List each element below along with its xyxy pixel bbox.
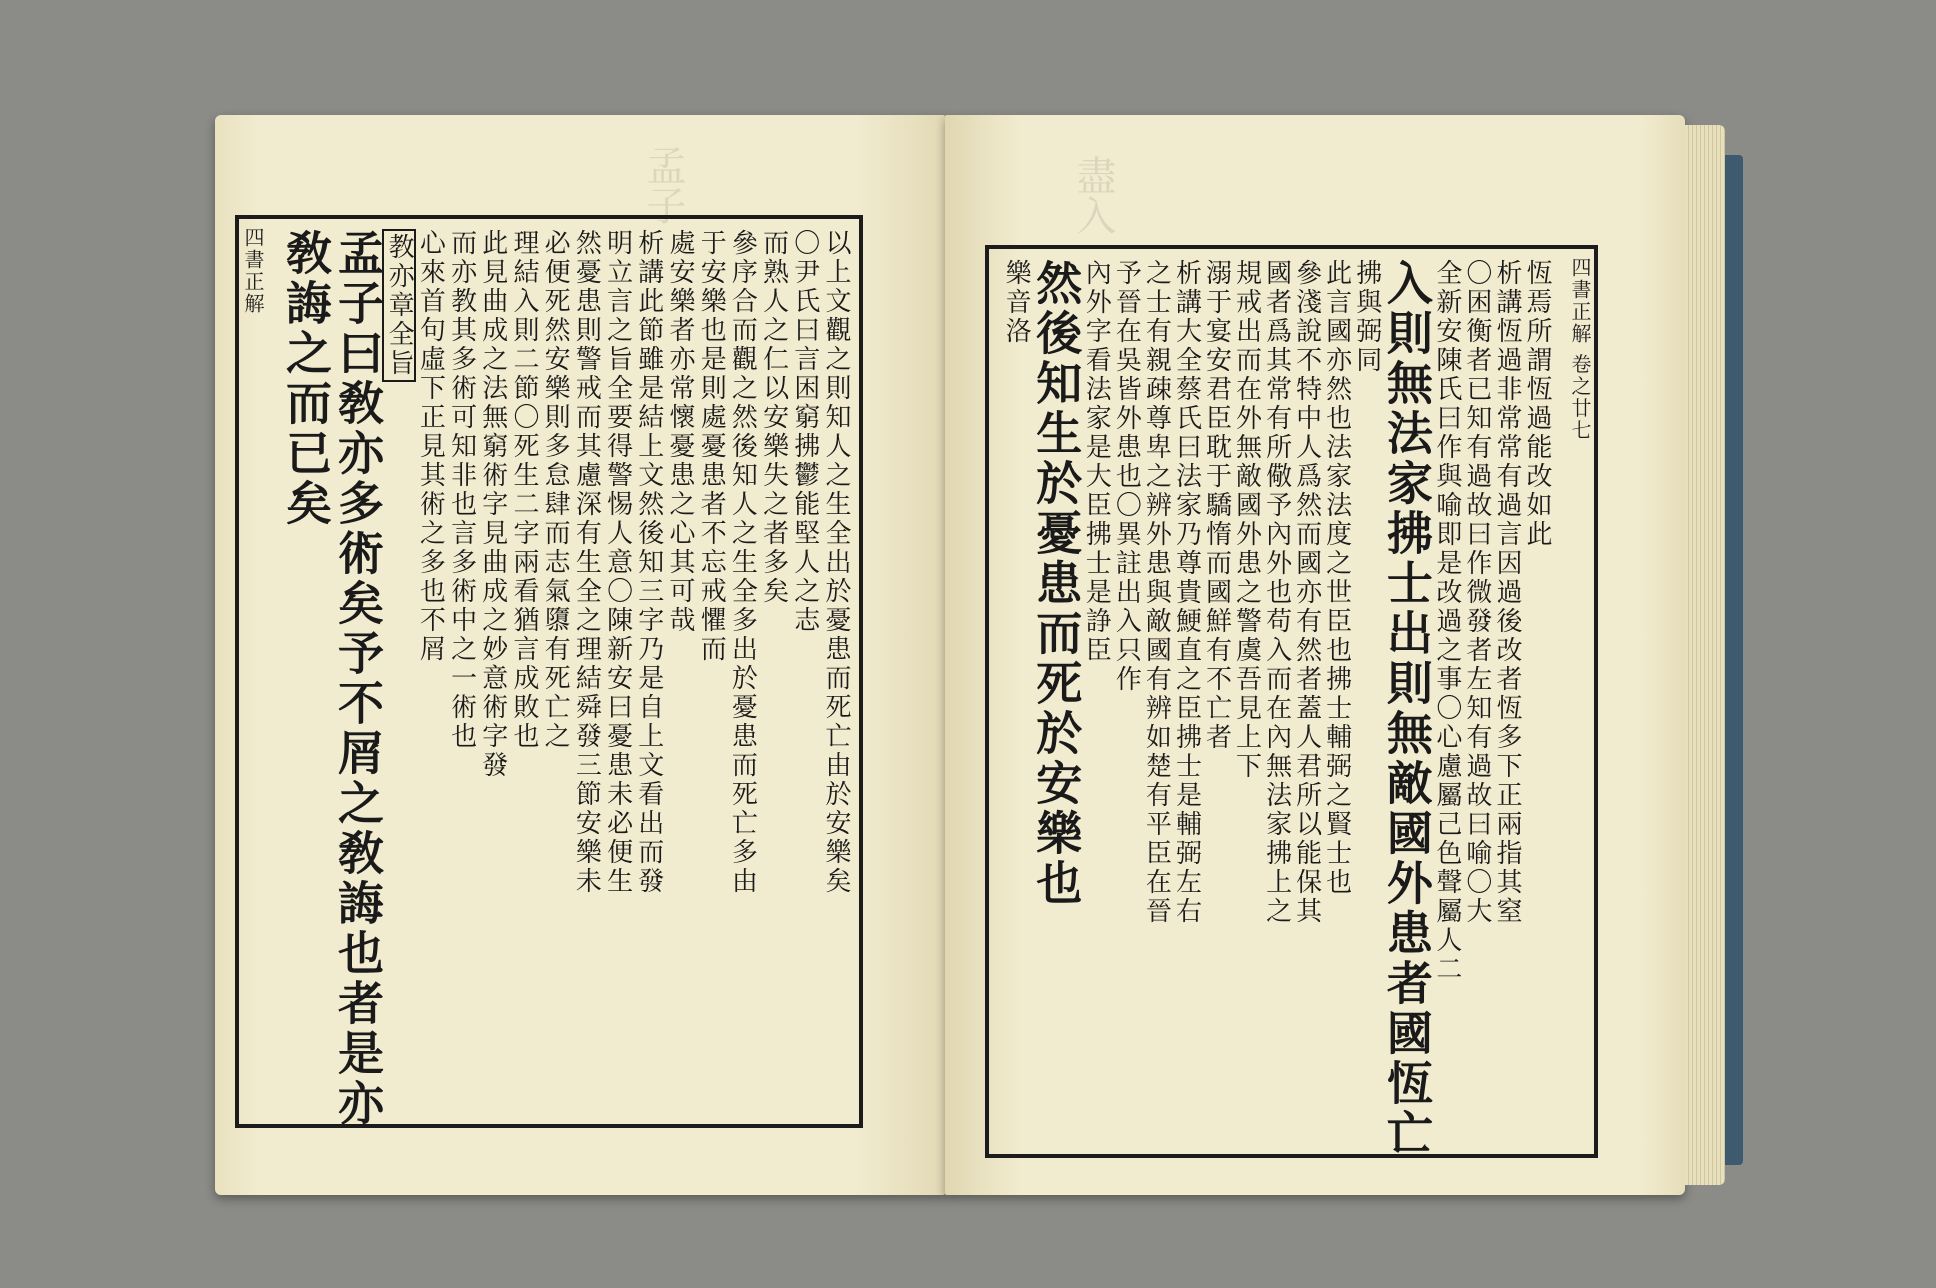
- text-column: 恆焉所謂恆過能改如此: [1522, 259, 1552, 549]
- boxed-heading: 教亦章全旨: [382, 229, 416, 382]
- text-column: 參序合而觀之然後知人之生全多出於憂患而死亡多由: [727, 229, 758, 896]
- book-cover-edge: [1725, 155, 1743, 1165]
- text-column: 然憂患則警戒而其慮深有生全之理結舜發三節安樂未: [571, 229, 602, 896]
- text-column: 拂與弼同: [1351, 259, 1382, 375]
- text-column: 此言國亦然也法家法度之世臣也拂士輔弼之賢士也: [1321, 259, 1352, 897]
- text-column: 理結入則二節〇死生二字兩看猶言成敗也: [508, 229, 539, 751]
- left-page-frame: [235, 215, 863, 1128]
- text-column: 孟子曰敎亦多術矣予不屑之敎誨也者是亦: [330, 229, 385, 1129]
- left-text-columns: [277, 229, 851, 1129]
- text-column: 于安樂也是則處憂患者不忘戒懼而: [696, 229, 727, 664]
- text-column: 而熟人之仁以安樂失之者多矣: [758, 229, 789, 606]
- text-column: 此見曲成之法無窮術字見曲成之妙意術字發: [477, 229, 508, 780]
- text-column: 必便死然安樂則多怠肆而志氣隳有死亡之: [540, 229, 571, 751]
- text-column: 〇尹氏曰言困窮拂鬱能堅人之志: [789, 229, 820, 635]
- right-text-columns: [999, 259, 1552, 1159]
- text-column: 析講大全蔡氏曰法家乃尊貴鯁直之臣拂士是輔弼左右: [1171, 259, 1202, 926]
- text-column: 明立言之旨全要得警惕人意〇陳新安曰憂患未必便生: [602, 229, 633, 896]
- text-column: 而亦教其多術可知非也言多術中之一術也: [446, 229, 477, 751]
- right-margin-label: 四書正解 卷之廿七: [1561, 249, 1598, 1154]
- text-column: 析講此節雖是結上文然後知三字乃是自上文看出而發: [633, 229, 664, 896]
- page-edges: [1685, 125, 1725, 1185]
- text-column: 析講恆過非常常有過言因過後改者恆多下正兩指其窒: [1491, 259, 1522, 926]
- text-column: 然後知生於憂患而死於安樂也: [1029, 259, 1084, 909]
- text-column: 全新安陳氏曰作與喻即是改過之事〇心慮屬己色聲屬人二: [1431, 259, 1462, 984]
- text-column: 之士有親疎尊卑之辨外患與敵國有辨如楚有平臣在晉: [1141, 259, 1172, 926]
- text-column: 規戒出而在外無敵國外患之警虞吾見上下: [1231, 259, 1262, 781]
- text-column: 敎誨之而已矣: [278, 229, 333, 529]
- text-column: 入則無法家拂士出則無敵國外患者國恆亡: [1379, 259, 1434, 1159]
- open-book: [205, 95, 1925, 1225]
- text-column: 〇困衡者已知有過故曰作微發者左知有過故曰喻〇大: [1461, 259, 1492, 926]
- right-page: [945, 115, 1685, 1195]
- text-column: 樂音洛: [1001, 259, 1032, 346]
- text-column: 處安樂者亦常懷憂患之心其可哉: [664, 229, 695, 635]
- text-column: 心來首句虛下正見其術之多也不屑: [415, 229, 446, 664]
- bleed-through-text: 盡入: [1070, 155, 1116, 235]
- text-column: 以上文觀之則知人之生全出於憂患而死亡由於安樂矣: [821, 229, 851, 896]
- left-page: [215, 115, 945, 1195]
- bleed-through-text: 孟子: [640, 145, 686, 225]
- text-column: 內外字看法家是大臣拂士是諍臣: [1081, 259, 1112, 665]
- text-column: 溺于宴安君臣耽于驕惰而國鮮有不亡者: [1201, 259, 1232, 752]
- text-column: [381, 229, 415, 1114]
- text-column: 予晉在吳皆外患也〇異註出入只作: [1111, 259, 1142, 694]
- right-page-frame: [985, 245, 1598, 1158]
- text-column: 參淺說不特中人爲然而國亦有然者蓋人君所以能保其: [1291, 259, 1322, 926]
- text-column: 國者爲其常有所儆予內外也苟入而在內無法家拂上之: [1261, 259, 1292, 926]
- left-margin-label: 四書正解: [235, 219, 268, 1124]
